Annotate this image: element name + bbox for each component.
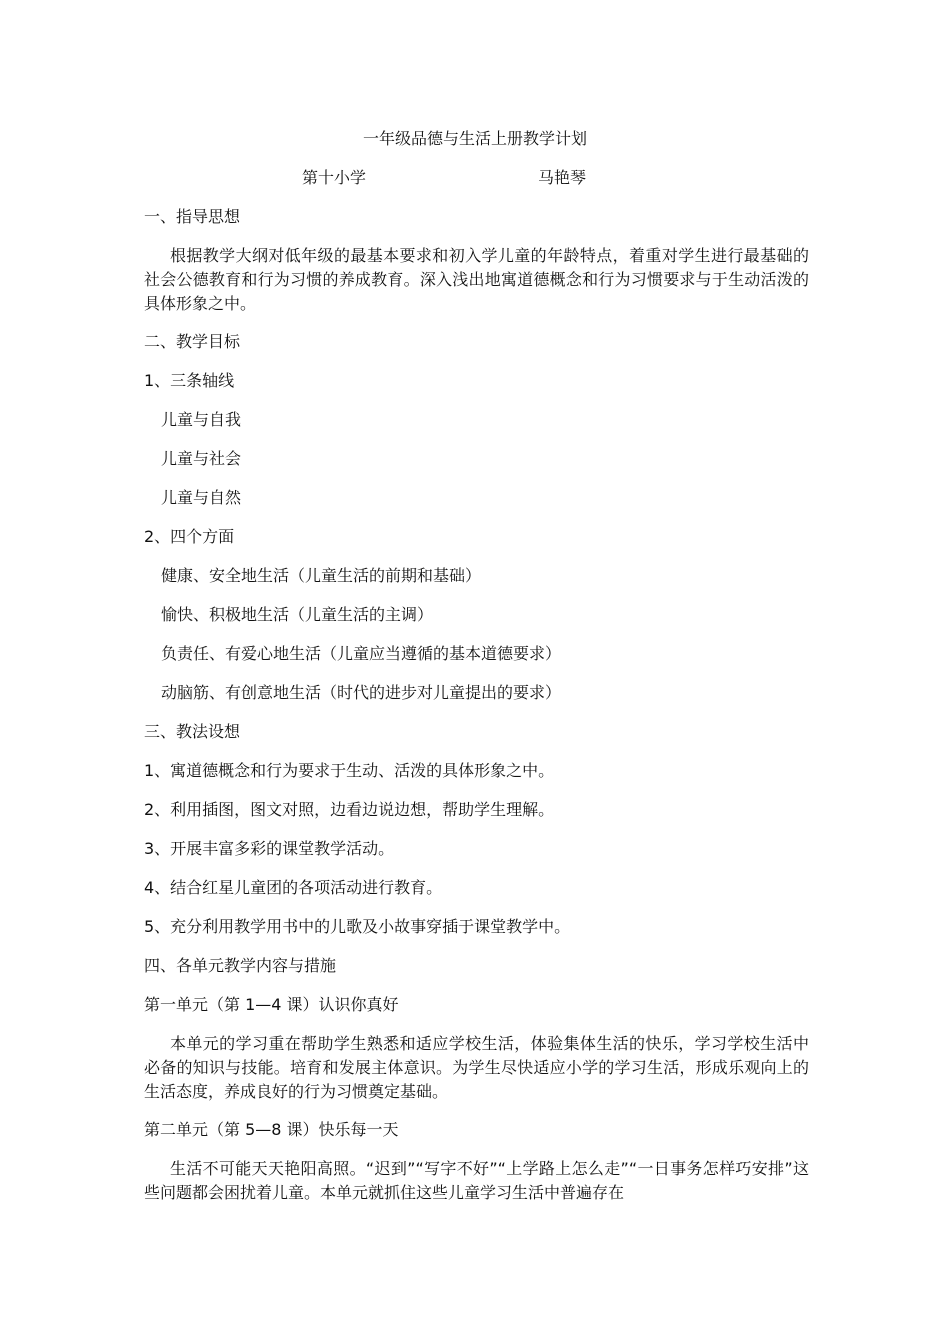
unit2-paragraph: 生活不可能天天艳阳高照。“迟到”“写字不好”“上学路上怎么走”“一日事务怎样巧安排”这些问题都会困扰着儿童。本单元就抓住这些儿童学习生活中普遍存在 <box>144 1159 809 1202</box>
document-title: 一年级品德与生活上册教学计划 <box>362 129 587 148</box>
subheading-aspects: 2、四个方面 <box>144 527 235 546</box>
method-item: 4、结合红星儿童团的各项活动进行教育。 <box>144 878 443 897</box>
unit2-heading: 第二单元（第 5—8 课）快乐每一天 <box>144 1120 399 1139</box>
section-heading-goals: 二、教学目标 <box>144 332 241 351</box>
axis-item: 儿童与社会 <box>161 449 242 468</box>
unit1-heading: 第一单元（第 1—4 课）认识你真好 <box>144 995 399 1014</box>
section-heading-methods: 三、教法设想 <box>144 722 241 741</box>
method-item: 5、充分利用教学用书中的儿歌及小故事穿插于课堂教学中。 <box>144 917 571 936</box>
axis-item: 儿童与自然 <box>161 488 242 507</box>
aspect-item: 负责任、有爱心地生活（儿童应当遵循的基本道德要求） <box>161 644 562 663</box>
method-item: 1、寓道德概念和行为要求于生动、活泼的具体形象之中。 <box>144 761 555 780</box>
method-item: 2、利用插图，图文对照，边看边说边想，帮助学生理解。 <box>144 800 555 819</box>
axis-item: 儿童与自我 <box>161 410 242 429</box>
subheading-axes: 1、三条轴线 <box>144 371 235 390</box>
author-name: 马艳琴 <box>538 168 587 187</box>
unit1-paragraph: 本单元的学习重在帮助学生熟悉和适应学校生活，体验集体生活的快乐，学习学校生活中必备的知识与技能。培育和发展主体意识。为学生尽快适应小学的学习生活，形成乐观向上的生活态度，养成良好的行为习惯奠定基础。 <box>144 1034 809 1101</box>
method-item: 3、开展丰富多彩的课堂教学活动。 <box>144 839 395 858</box>
section-heading-guiding: 一、指导思想 <box>144 207 241 226</box>
aspect-item: 动脑筋、有创意地生活（时代的进步对儿童提出的要求） <box>161 683 562 702</box>
aspect-item: 健康、安全地生活（儿童生活的前期和基础） <box>161 566 482 585</box>
school-name: 第十小学 <box>302 168 367 187</box>
aspect-item: 愉快、积极地生活（儿童生活的主调） <box>161 605 434 624</box>
paragraph-guiding: 根据教学大纲对低年级的最基本要求和初入学儿童的年龄特点，着重对学生进行最基础的社会公德教育和行为习惯的养成教育。深入浅出地寓道德概念和行为习惯要求与于生动活泼的具体形象之中。 <box>144 246 809 313</box>
section-heading-units: 四、各单元教学内容与措施 <box>144 956 337 975</box>
